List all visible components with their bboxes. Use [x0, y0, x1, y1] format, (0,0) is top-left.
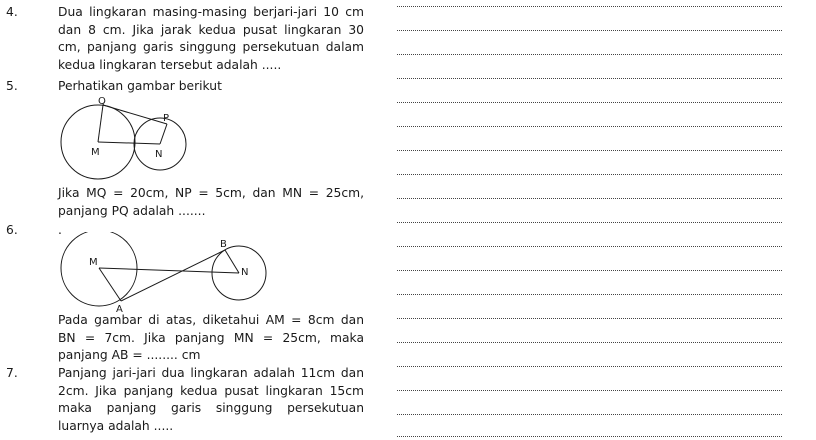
- question-text: [58, 185, 364, 220]
- answer-line[interactable]: [397, 414, 782, 415]
- question-line: maka panjang garis singgung persekutuan: [58, 401, 364, 415]
- radius-mq: [98, 105, 103, 142]
- question-line: 2cm. Jika panjang kedua pusat lingkaran 15cm: [58, 383, 364, 398]
- question-line: cm, panjang garis singgung persekutuan dalam: [58, 40, 364, 54]
- radius-np: [160, 124, 167, 144]
- tangent-line-pq: [103, 105, 170, 124]
- question-line: panjang AB = ........ cm: [58, 348, 201, 362]
- answer-line[interactable]: [397, 54, 782, 55]
- question-line: dan 8 cm. Jika jarak kedua pusat lingkaran 30: [58, 22, 364, 37]
- label-q: Q: [98, 96, 106, 107]
- label-p: P: [163, 113, 170, 124]
- question-line: BN = 7cm. Jika panjang MN = 25cm, maka: [58, 330, 364, 345]
- answer-line[interactable]: [397, 294, 782, 295]
- label-n: N: [241, 267, 249, 278]
- answer-line[interactable]: [397, 150, 782, 151]
- label-m: M: [91, 147, 100, 158]
- question-line: panjang PQ adalah .......: [58, 203, 206, 218]
- question-number: 4.: [6, 5, 18, 19]
- question-intro: .: [58, 223, 62, 237]
- question-line: Dua lingkaran masing-masing berjari-jari 10 cm: [58, 5, 364, 19]
- label-b: B: [220, 239, 227, 250]
- question-intro: Perhatikan gambar berikut: [58, 79, 222, 93]
- answer-line[interactable]: [397, 270, 782, 271]
- radius-nb: [225, 250, 239, 273]
- answer-line[interactable]: [397, 174, 782, 175]
- question-line: Panjang jari-jari dua lingkaran adalah 11cm dan: [58, 366, 364, 380]
- label-n: N: [155, 149, 163, 160]
- question-line: luarnya adalah .....: [58, 418, 174, 433]
- answer-line[interactable]: [397, 126, 782, 127]
- question-text: [58, 4, 364, 74]
- answer-line[interactable]: [397, 342, 782, 343]
- center-line-mn: [98, 142, 160, 144]
- answer-line[interactable]: [397, 436, 782, 437]
- label-a: A: [116, 304, 123, 315]
- question-line: Jika MQ = 20cm, NP = 5cm, dan MN = 25cm,: [58, 186, 364, 200]
- question-text: [58, 78, 364, 96]
- answer-line[interactable]: [397, 222, 782, 223]
- figure-external-tangent: [55, 94, 205, 184]
- question-text: [58, 312, 364, 365]
- question-number: 6.: [6, 223, 18, 237]
- answer-line[interactable]: [397, 246, 782, 247]
- answer-line[interactable]: [397, 78, 782, 79]
- answer-line[interactable]: [397, 198, 782, 199]
- question-number: 7.: [6, 366, 18, 380]
- answer-line[interactable]: [397, 390, 782, 391]
- answer-line[interactable]: [397, 6, 782, 7]
- radius-ma: [99, 268, 121, 301]
- question-number: 5.: [6, 79, 18, 93]
- question-text: [58, 365, 364, 435]
- center-line-mn: [99, 268, 239, 273]
- answer-line[interactable]: [397, 30, 782, 31]
- label-m: M: [89, 257, 98, 268]
- answer-line[interactable]: [397, 318, 782, 319]
- answer-line[interactable]: [397, 102, 782, 103]
- question-line: Pada gambar di atas, diketahui AM = 8cm dan: [58, 313, 364, 327]
- question-line: kedua lingkaran tersebut adalah .....: [58, 57, 282, 72]
- answer-line[interactable]: [397, 366, 782, 367]
- figure-internal-tangent: [55, 232, 275, 316]
